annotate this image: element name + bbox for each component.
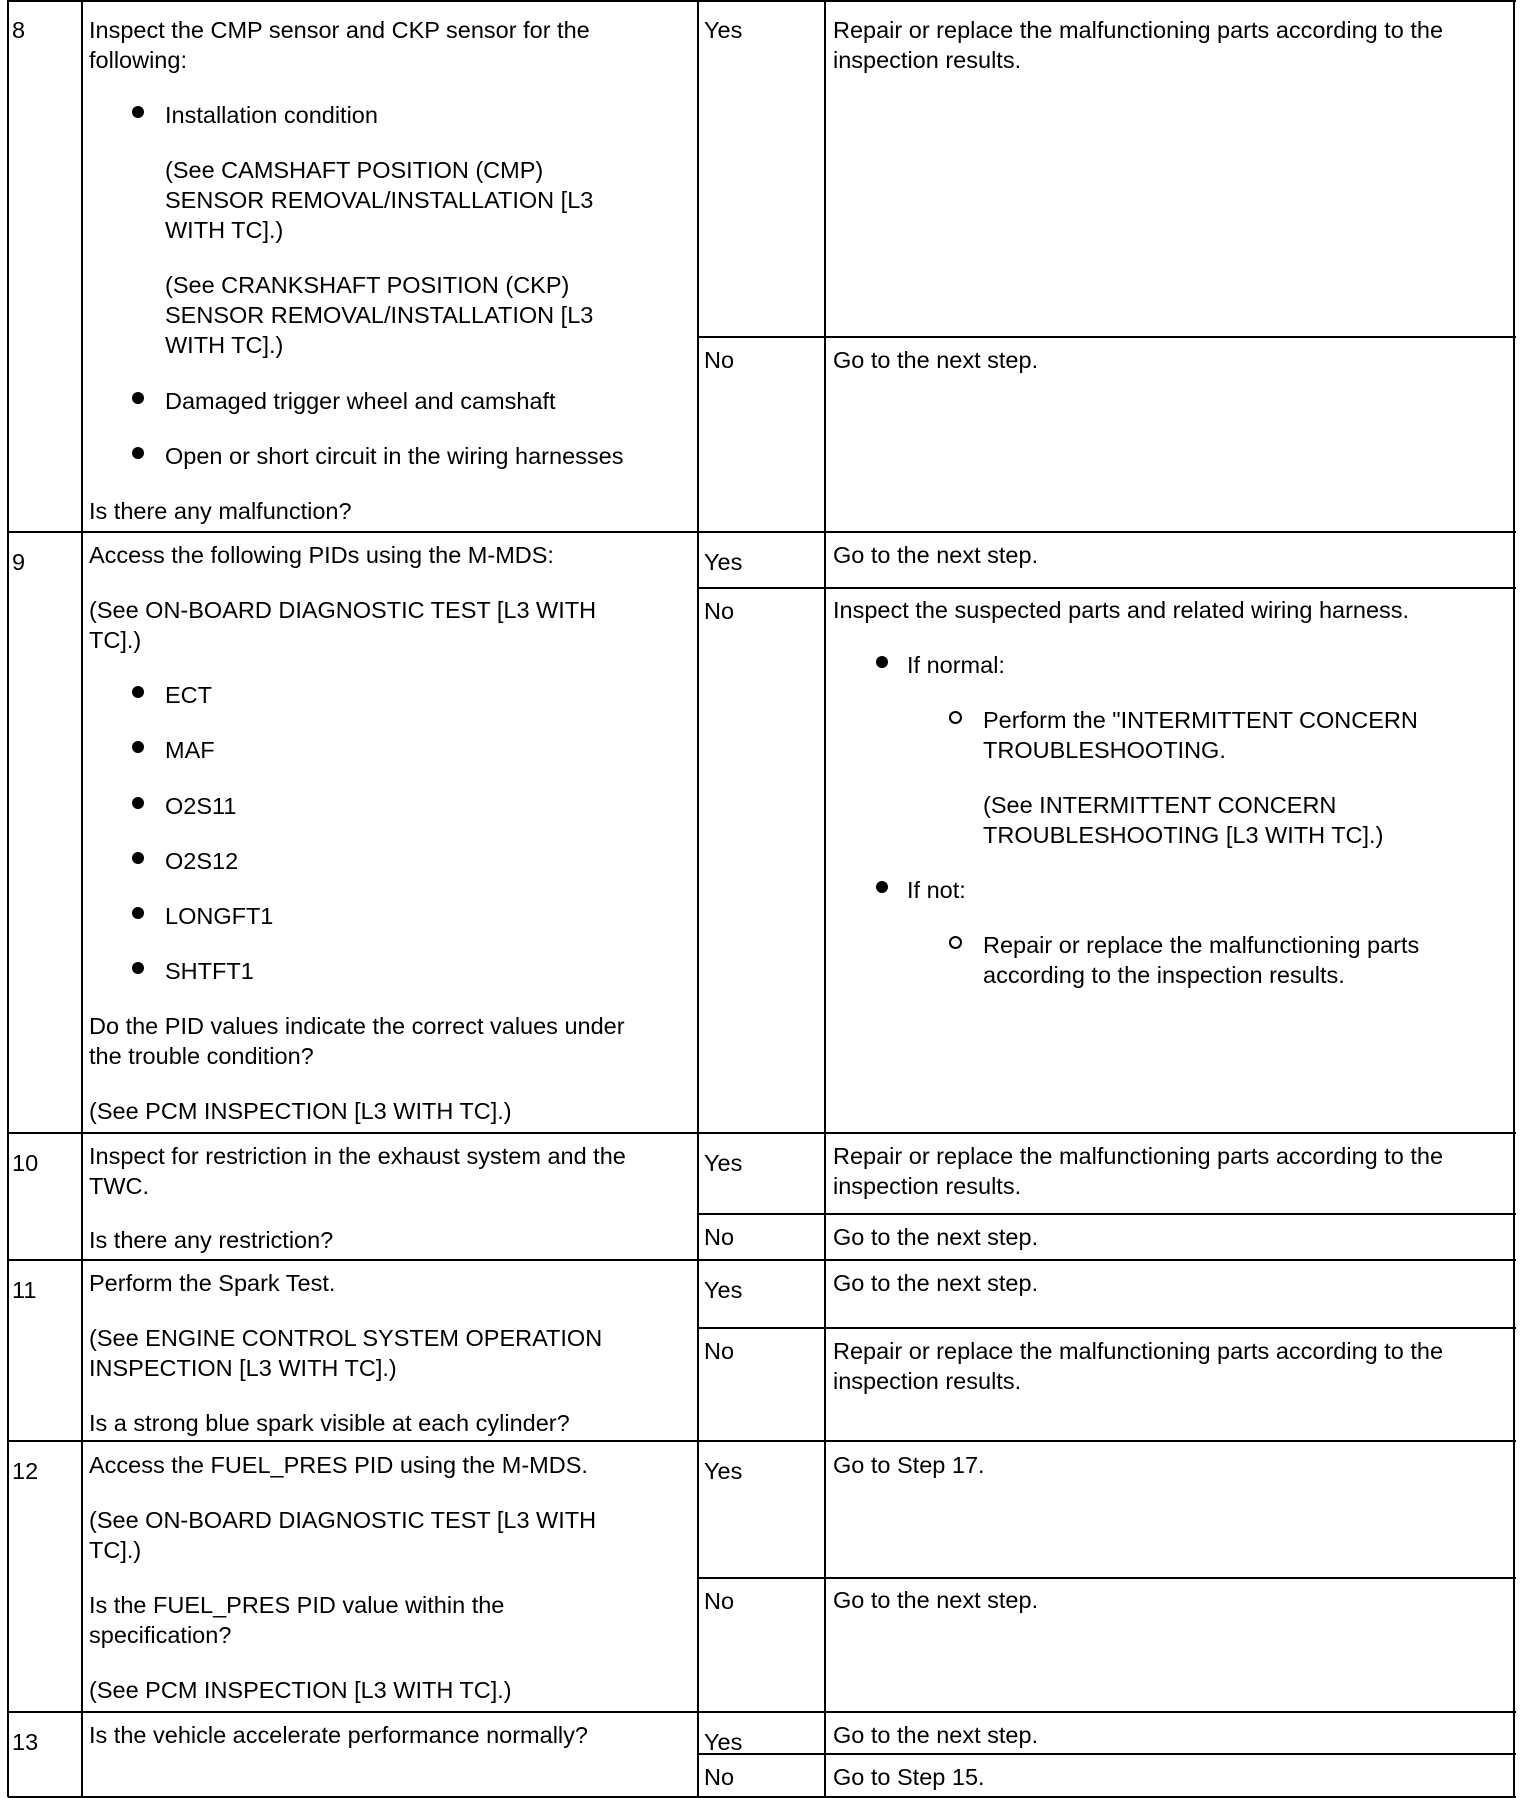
action-text: Perform the Spark Test. <box>89 1270 336 1296</box>
step-column-divider <box>81 0 83 1797</box>
step-number: 13 <box>12 1729 39 1755</box>
no-result-text: inspection results. <box>833 1368 1022 1394</box>
bullet-icon <box>132 741 144 753</box>
row-divider <box>8 1440 1516 1442</box>
bullet-icon <box>876 656 888 668</box>
reference-text: (See PCM INSPECTION [L3 WITH TC].) <box>89 1098 512 1124</box>
bullet-text: Installation condition <box>165 102 378 128</box>
reference-text: (See CAMSHAFT POSITION (CMP) <box>165 157 544 183</box>
reference-text: (See CRANKSHAFT POSITION (CKP) <box>165 272 570 298</box>
reference-text: (See INTERMITTENT CONCERN <box>983 792 1337 818</box>
no-result-text: according to the inspection results. <box>983 962 1345 988</box>
pid-item: SHTFT1 <box>165 958 254 984</box>
row-divider <box>8 1711 1516 1713</box>
yes-label: Yes <box>704 1729 743 1755</box>
yes-result-text: inspection results. <box>833 1173 1022 1199</box>
step-number: 11 <box>12 1277 37 1303</box>
question-text: Is a strong blue spark visible at each cylinder? <box>89 1410 570 1436</box>
no-label: No <box>704 1224 735 1250</box>
no-label: No <box>704 1338 735 1364</box>
action-text: following: <box>89 47 187 73</box>
yes-result-text: Go to the next step. <box>833 542 1039 568</box>
yes-no-divider <box>698 1753 1516 1755</box>
reference-text: (See ENGINE CONTROL SYSTEM OPERATION <box>89 1325 603 1351</box>
reference-text: WITH TC].) <box>165 332 284 358</box>
pid-item: O2S12 <box>165 848 239 874</box>
reference-text: SENSOR REMOVAL/INSTALLATION [L3 <box>165 302 594 328</box>
no-label: No <box>704 1588 735 1614</box>
step-number: 9 <box>12 549 26 575</box>
no-result-text: If not: <box>907 877 966 903</box>
reference-text: INSPECTION [L3 WITH TC].) <box>89 1355 397 1381</box>
yes-no-divider <box>698 336 1516 338</box>
pid-item: O2S11 <box>165 793 237 819</box>
no-label: No <box>704 1764 735 1790</box>
question-text: the trouble condition? <box>89 1043 314 1069</box>
step-number: 10 <box>12 1150 39 1176</box>
action-text: Inspect the CMP sensor and CKP sensor for the <box>89 17 590 43</box>
bullet-text: Open or short circuit in the wiring harnesses <box>165 443 624 469</box>
yes-result-text: Go to the next step. <box>833 1270 1039 1296</box>
no-result-text: Repair or replace the malfunctioning parts <box>983 932 1420 958</box>
no-result-text: TROUBLESHOOTING. <box>983 737 1226 763</box>
table-top-border <box>8 0 1516 2</box>
no-label: No <box>704 347 735 373</box>
reference-text: (See ON-BOARD DIAGNOSTIC TEST [L3 WITH <box>89 597 597 623</box>
no-result-text: Go to the next step. <box>833 1224 1039 1250</box>
bullet-icon <box>132 962 144 974</box>
step-number: 12 <box>12 1458 39 1484</box>
no-label: No <box>704 598 735 624</box>
question-text: Is the vehicle accelerate performance normally? <box>89 1722 588 1748</box>
yes-result-text: Go to Step 17. <box>833 1452 985 1478</box>
bullet-icon <box>132 447 144 459</box>
question-text: Do the PID values indicate the correct values under <box>89 1013 625 1039</box>
action-column-divider <box>697 0 699 1797</box>
step-number: 8 <box>12 17 26 43</box>
bullet-icon <box>132 392 144 404</box>
yes-label: Yes <box>704 1458 743 1484</box>
bullet-icon <box>132 686 144 698</box>
yes-no-divider <box>698 1213 1516 1215</box>
row-divider <box>8 531 1516 533</box>
yes-label: Yes <box>704 1277 743 1303</box>
yes-label: Yes <box>704 549 743 575</box>
yes-no-divider <box>698 587 1516 589</box>
row-divider <box>8 1259 1516 1261</box>
yes-result-text: Repair or replace the malfunctioning parts according to the <box>833 1143 1444 1169</box>
action-text: Access the following PIDs using the M-MDS: <box>89 542 554 568</box>
reference-text: SENSOR REMOVAL/INSTALLATION [L3 <box>165 187 594 213</box>
pid-item: MAF <box>165 737 215 763</box>
question-text: Is there any restriction? <box>89 1227 334 1253</box>
hollow-bullet-icon <box>949 936 962 949</box>
pid-item: LONGFT1 <box>165 903 274 929</box>
question-text: specification? <box>89 1622 232 1648</box>
yes-label: Yes <box>704 1150 743 1176</box>
no-result-text: Go to the next step. <box>833 347 1039 373</box>
hollow-bullet-icon <box>949 711 962 724</box>
yes-no-divider <box>698 1327 1516 1329</box>
action-text: TWC. <box>89 1173 150 1199</box>
reference-text: (See PCM INSPECTION [L3 WITH TC].) <box>89 1677 512 1703</box>
bullet-icon <box>132 106 144 118</box>
action-text: Access the FUEL_PRES PID using the M-MDS. <box>89 1452 588 1478</box>
yes-result-text: Go to the next step. <box>833 1722 1039 1748</box>
reference-text: TC].) <box>89 1537 142 1563</box>
no-result-text: Repair or replace the malfunctioning parts according to the <box>833 1338 1444 1364</box>
table-left-border <box>7 0 9 1797</box>
reference-text: (See ON-BOARD DIAGNOSTIC TEST [L3 WITH <box>89 1507 597 1533</box>
reference-text: TROUBLESHOOTING [L3 WITH TC].) <box>983 822 1384 848</box>
bullet-text: Damaged trigger wheel and camshaft <box>165 388 556 414</box>
question-text: Is there any malfunction? <box>89 498 352 524</box>
bullet-icon <box>132 797 144 809</box>
pid-item: ECT <box>165 682 212 708</box>
yes-no-divider <box>698 1577 1516 1579</box>
bullet-icon <box>876 881 888 893</box>
bullet-icon <box>132 852 144 864</box>
reference-text: WITH TC].) <box>165 217 284 243</box>
table-right-border <box>1513 0 1515 1797</box>
yes-result-text: Repair or replace the malfunctioning parts according to the <box>833 17 1444 43</box>
yes-result-text: inspection results. <box>833 47 1022 73</box>
bullet-icon <box>132 907 144 919</box>
no-result-text: Perform the "INTERMITTENT CONCERN <box>983 707 1418 733</box>
action-text: Inspect for restriction in the exhaust system and the <box>89 1143 626 1169</box>
row-divider <box>8 1132 1516 1134</box>
no-result-text: Go to Step 15. <box>833 1764 985 1790</box>
no-result-text: Inspect the suspected parts and related wiring harness. <box>833 597 1410 623</box>
no-result-text: Go to the next step. <box>833 1587 1039 1613</box>
no-result-text: If normal: <box>907 652 1005 678</box>
reference-text: TC].) <box>89 627 142 653</box>
result-column-divider <box>824 0 826 1797</box>
yes-label: Yes <box>704 17 743 43</box>
question-text: Is the FUEL_PRES PID value within the <box>89 1592 505 1618</box>
